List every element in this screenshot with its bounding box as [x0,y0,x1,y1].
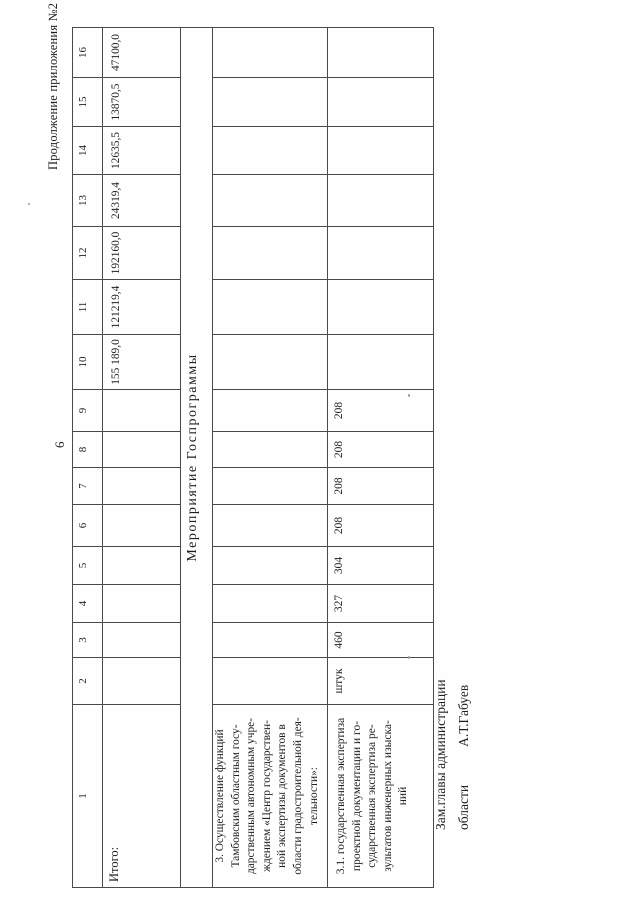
empty-cell [213,335,328,390]
column-number-cell: 1 [73,705,103,888]
measure-3-1-value-cell: 208 [328,390,434,432]
column-number-cell: 12 [73,227,103,280]
measure-row-3 [213,28,328,888]
empty-cell [213,585,328,623]
scan-artifact [28,203,30,205]
column-number-cell: 14 [73,127,103,175]
text-line: 3.1. государственная экспертиза [335,717,347,875]
empty-cell [213,127,328,175]
text-line: дарственным автономным учре- [245,717,258,875]
empty-cell [103,468,181,505]
section-row [181,28,213,888]
section-title-cell: Мероприятие Госпрограммы [181,28,213,888]
empty-cell [213,432,328,468]
empty-cell [213,658,328,705]
column-number-cell: 11 [73,280,103,335]
totals-value-cell: 13870,5 [103,78,181,127]
signature-position-line: Зам.главы администрации [433,679,448,830]
column-number-cell: 15 [73,78,103,127]
empty-cell [213,28,328,78]
empty-cell [328,78,434,127]
column-number-cell: 8 [73,432,103,468]
empty-cell [103,623,181,658]
signature-person-name: А.Т.Габуев [455,684,471,747]
empty-cell [328,280,434,335]
text-line: ждением «Центр государствен- [260,720,273,872]
column-number-cell: 9 [73,390,103,432]
column-numbers-row [73,28,103,888]
column-number-cell: 10 [73,335,103,390]
measure-3-1-text-cell [328,705,434,888]
signature-name-line [453,679,476,830]
totals-value-cell: 155 189,0 [103,335,181,390]
measure-3-1-value-cell: 208 [328,505,434,547]
text-line: ной экспертизы документов в [276,724,289,868]
measure-3-1-value-cell: 327 [328,585,434,623]
empty-cell [213,280,328,335]
text-line: области градостроительной дея- [291,717,304,875]
empty-cell [103,658,181,705]
unit-cell: штук [328,658,434,705]
signature-block [430,679,475,830]
empty-cell [213,175,328,227]
text-line: 3. Осуществление функций [214,729,226,863]
empty-cell [213,623,328,658]
totals-value-cell: 121219,4 [103,280,181,335]
scan-artifact [408,394,410,397]
column-number-cell: 6 [73,505,103,547]
empty-cell [213,78,328,127]
empty-cell [213,547,328,585]
empty-cell [103,432,181,468]
measure-3-text-cell [213,705,328,888]
text-line: ний [397,786,410,806]
empty-cell [213,227,328,280]
column-number-cell: 5 [73,547,103,585]
column-number-cell: 16 [73,28,103,78]
appendix-continuation-title: Продолжение приложения №2 [46,2,60,170]
text-line: тельности»: [307,767,320,825]
signature-region-label: области [455,784,471,830]
program-budget-table [72,27,434,888]
totals-value-cell: 12635,5 [103,127,181,175]
text-line: Тамбовским областным госу- [229,724,242,868]
empty-cell [328,335,434,390]
column-number-cell: 4 [73,585,103,623]
text-line: сударственная экспертиза ре- [366,724,379,868]
totals-label-cell: Итого: [103,705,181,888]
column-number-cell: 7 [73,468,103,505]
measure-3-1-value-cell: 208 [328,432,434,468]
column-number-cell: 13 [73,175,103,227]
empty-cell [213,390,328,432]
empty-cell [213,468,328,505]
totals-value-cell: 47100,0 [103,28,181,78]
totals-value-cell: 24319,4 [103,175,181,227]
empty-cell [328,127,434,175]
empty-cell [213,505,328,547]
text-line: зультатов инженерных изыска- [381,720,394,872]
measure-3-1-value-cell: 460 [328,623,434,658]
totals-row [103,28,181,888]
empty-cell [103,505,181,547]
measure-3-1-value-cell: 304 [328,547,434,585]
measure-row-3-1 [328,28,434,888]
empty-cell [103,390,181,432]
empty-cell [328,227,434,280]
totals-value-cell: 192160,0 [103,227,181,280]
page-number: 6 [52,441,67,448]
empty-cell [328,28,434,78]
measure-3-1-value-cell: 208 [328,468,434,505]
empty-cell [103,585,181,623]
empty-cell [328,175,434,227]
empty-cell [103,547,181,585]
column-number-cell: 3 [73,623,103,658]
scan-artifact [408,656,410,659]
text-line: проектной документации и го- [350,720,363,872]
column-number-cell: 2 [73,658,103,705]
